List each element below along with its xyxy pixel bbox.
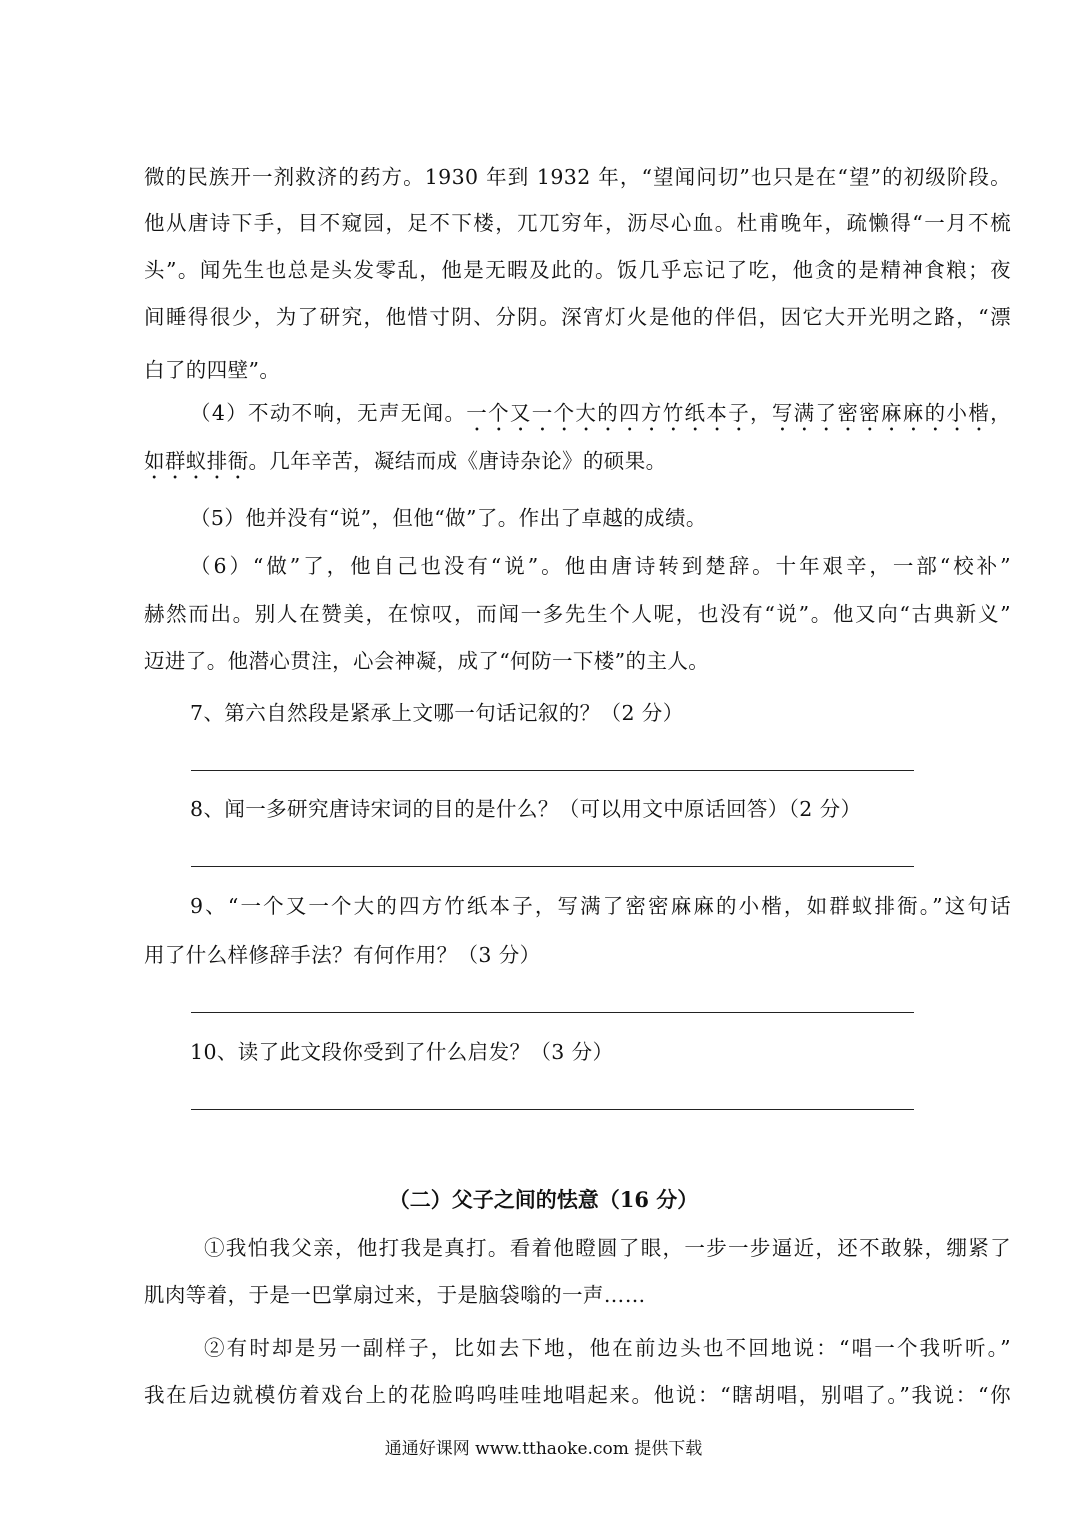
passage-line: 肌肉等着，于是一巴掌扇过来，于是脑袋嗡的一声…… — [144, 1283, 646, 1307]
emphasized-sentence: 一个又一个大的四方竹纸本子，写满了密密麻麻的小楷， — [466, 401, 1011, 425]
page-footer: 通通好课网 www.tthaoke.com 提供下载 — [384, 1439, 703, 1459]
paragraph-4-suffix: 。几年辛苦，凝结而成《唐诗杂论》的硕果。 — [248, 449, 667, 473]
answer-line-10[interactable] — [191, 1109, 914, 1110]
question-10: 10、读了此文段你受到了什么启发？（3 分） — [190, 1040, 614, 1064]
paragraph-5: （5）他并没有“说”，但他“做”了。作出了卓越的成绩。 — [190, 506, 707, 530]
answer-line-8[interactable] — [191, 866, 914, 867]
paragraph-6-line: （6）“做”了，他自己也没有“说”。他由唐诗转到楚辞。十年艰辛，一部“校补” — [190, 554, 1011, 578]
passage-line: 头”。闻先生也总是头发零乱，他是无暇及此的。饭几乎忘记了吃，他贪的是精神食粮；夜 — [144, 258, 1011, 282]
question-8: 8、闻一多研究唐诗宋词的目的是什么？（可以用文中原话回答）（2 分） — [190, 797, 862, 821]
passage-line: 间睡得很少，为了研究，他惜寸阴、分阴。深宵灯火是他的伴侣，因它大开光明之路，“漂 — [144, 305, 1011, 329]
question-9-line-1: 9、“一个又一个大的四方竹纸本子，写满了密密麻麻的小楷，如群蚁排衙。”这句话 — [190, 894, 1011, 918]
passage-line: 微的民族开一剂救济的药方。1930 年到 1932 年，“望闻问切”也只是在“望”的初级阶段。 — [144, 165, 1011, 189]
answer-line-7[interactable] — [191, 770, 914, 771]
section-title: （二）父子之间的怯意（16 分） — [388, 1187, 699, 1212]
answer-line-9[interactable] — [191, 1012, 914, 1013]
passage-line: 我在后边就模仿着戏台上的花脸呜呜哇哇地唱起来。他说：“瞎胡唱，别唱了。”我说：“你 — [144, 1383, 1011, 1407]
passage-line: ①我怕我父亲，他打我是真打。看着他瞪圆了眼，一步一步逼近，还不敢躲，绷紧了 — [204, 1236, 1011, 1260]
paragraph-4-prefix: （4）不动不响，无声无闻。 — [190, 401, 467, 425]
passage-line: 他从唐诗下手，目不窥园，足不下楼，兀兀穷年，沥尽心血。杜甫晚年，疏懒得“一月不梳 — [144, 211, 1011, 235]
paragraph-6-line: 赫然而出。别人在赞美，在惊叹，而闻一多先生个人呢，也没有“说”。他又向“古典新义” — [144, 602, 1011, 626]
paragraph-4-line-2 — [144, 446, 1011, 484]
passage-line: 白了的四壁”。 — [144, 358, 281, 382]
paragraph-4-line-1 — [190, 398, 1011, 436]
passage-line: ②有时却是另一副样子，比如去下地，他在前边头也不回地说：“唱一个我听听。” — [204, 1336, 1011, 1360]
question-7: 7、第六自然段是紧承上文哪一句话记叙的？（2 分） — [190, 701, 684, 725]
paragraph-6-line: 迈进了。他潜心贯注，心会神凝，成了“何防一下楼”的主人。 — [144, 649, 710, 673]
question-9-line-2: 用了什么样修辞手法？有何作用？（3 分） — [144, 943, 541, 967]
emphasized-phrase: 如群蚁排衙 — [144, 449, 249, 473]
